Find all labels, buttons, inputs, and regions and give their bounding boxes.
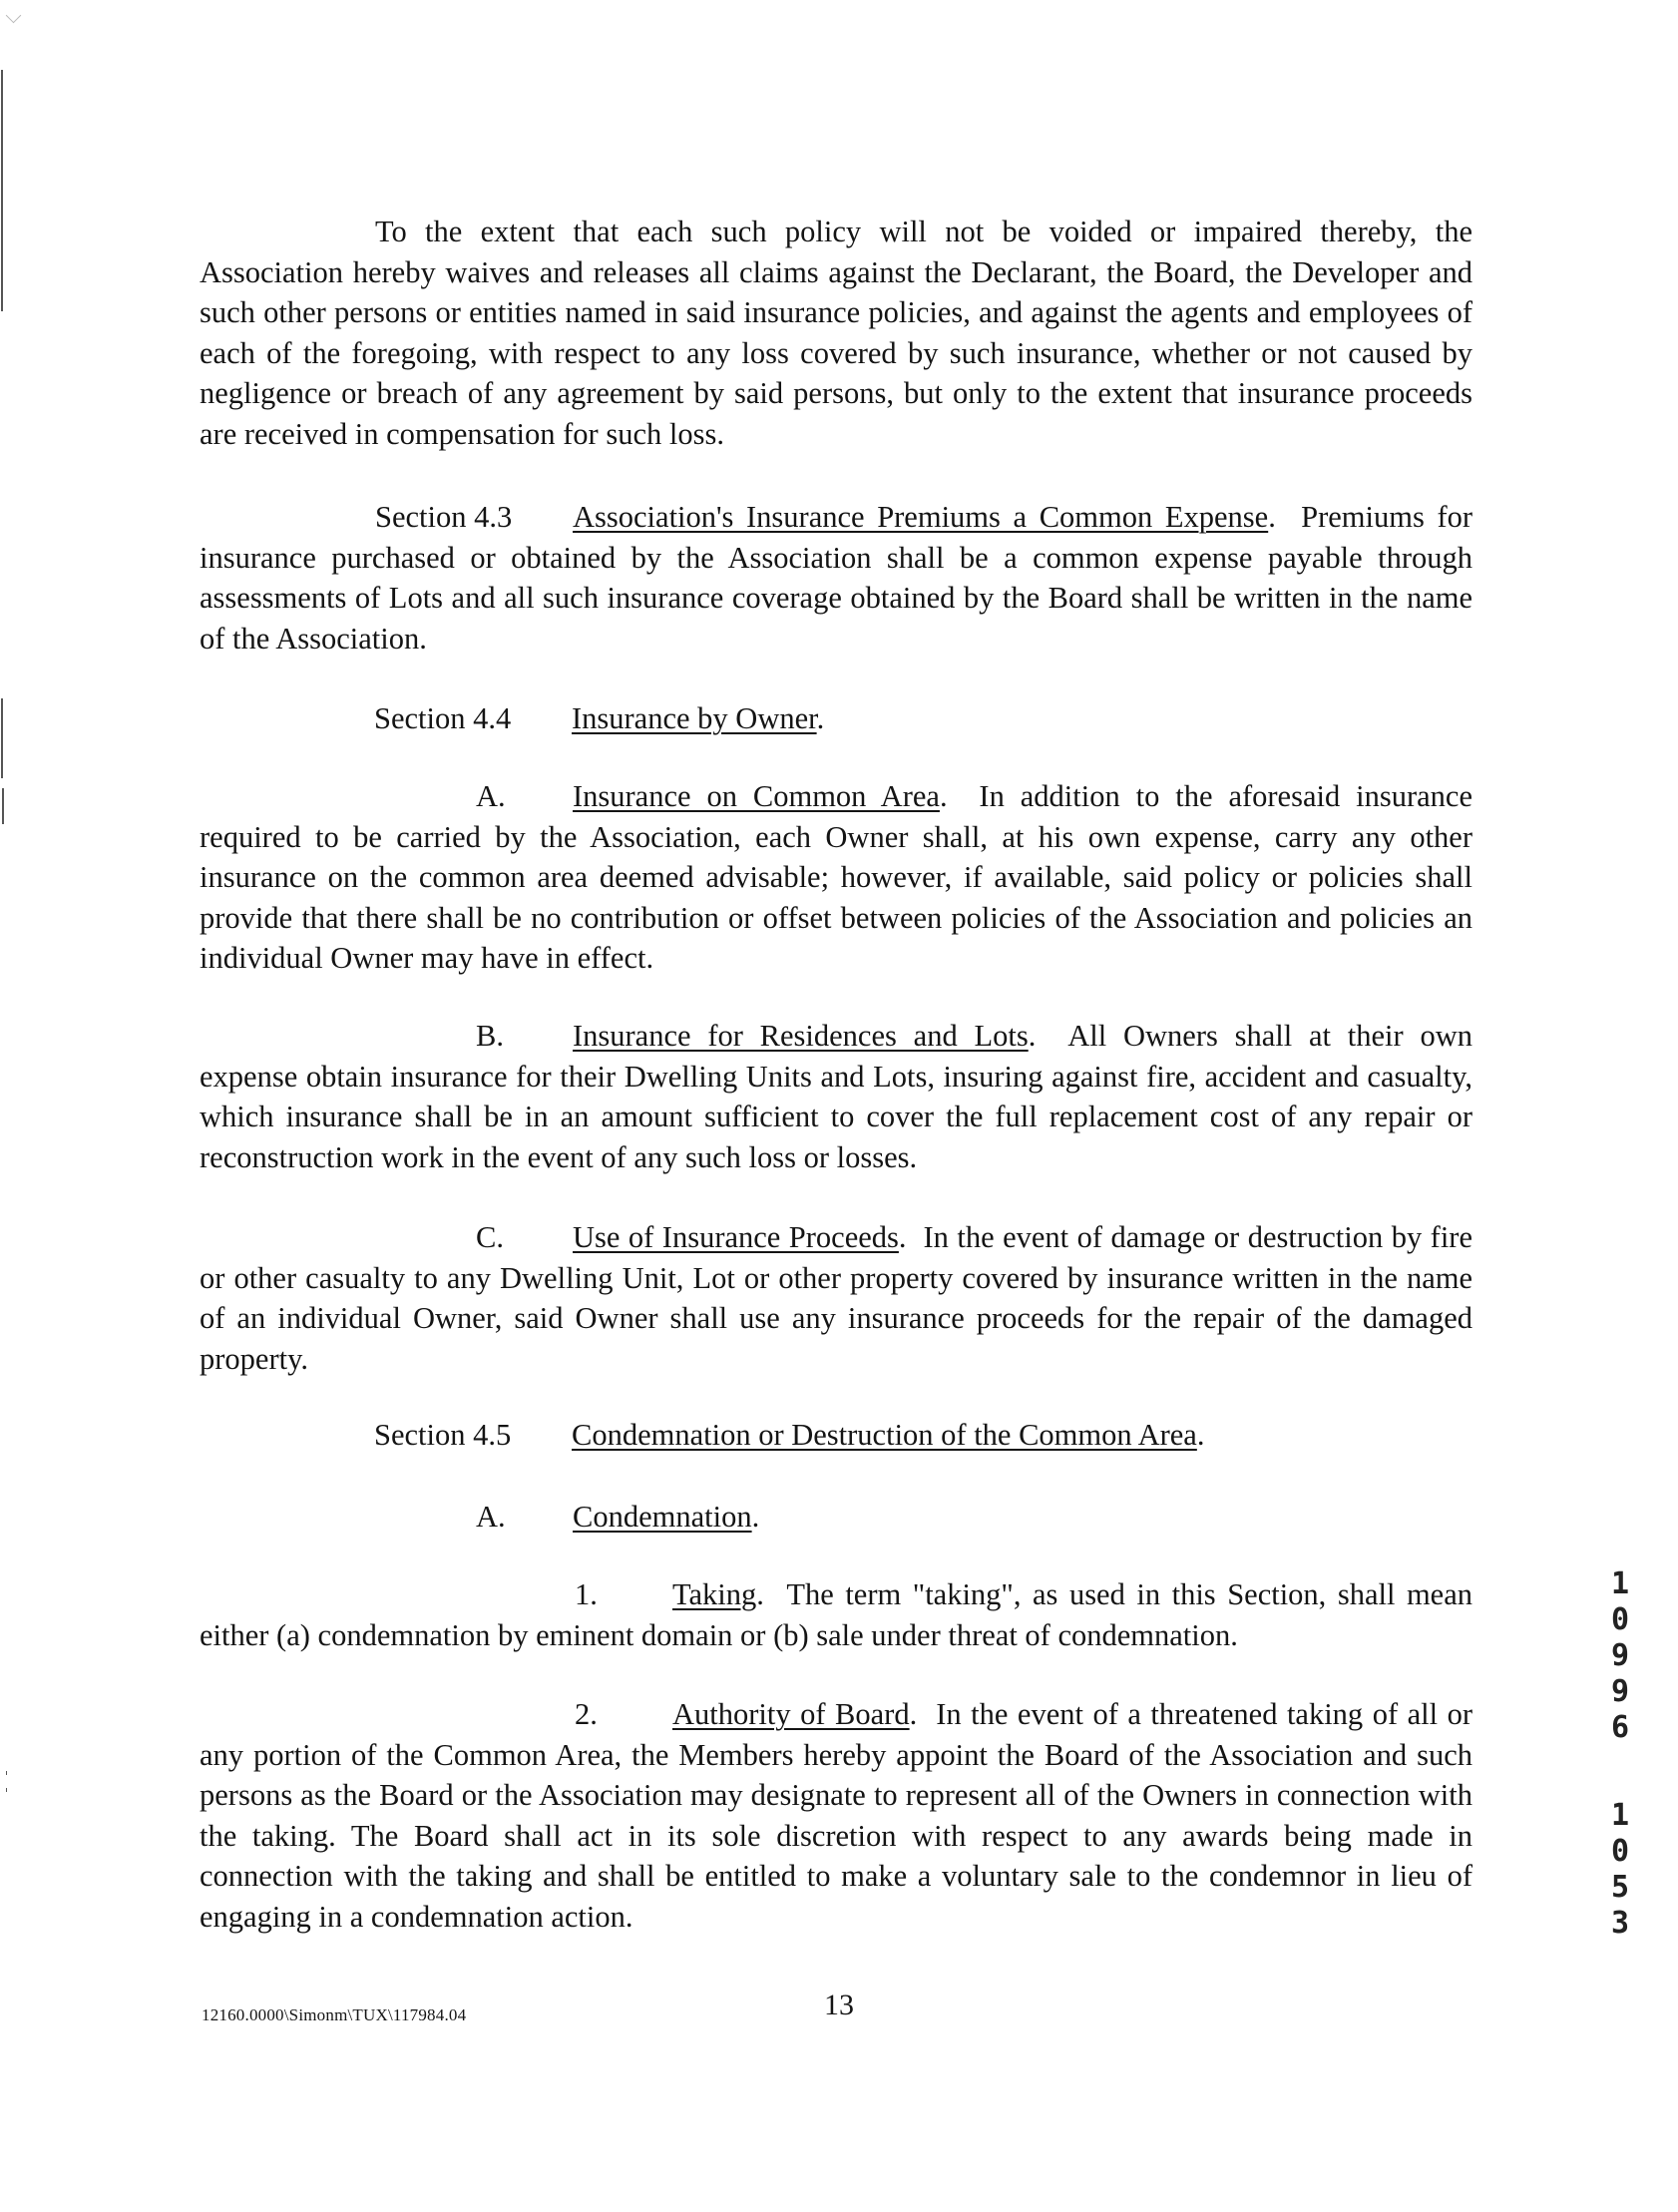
section-4-4-a-label: A.	[476, 779, 506, 813]
stamp-digit: 5	[1610, 1870, 1630, 1905]
section-4-3-title: Association's Insurance Premiums a Common Expense	[573, 500, 1269, 534]
section-4-4-b-text: All Owners shall at their own expense obtain insurance for their Dwelling Units and Lots, insuring against fire, accident and casualty, which insurance shall be in an amount sufficient to cover the full replacement cost of any repair or reconstruction work in the event of any such loss or losses.	[200, 1019, 1472, 1174]
section-4-5-a-2-title: Authority of Board	[672, 1697, 910, 1731]
section-4-5-a-1-label: 1.	[575, 1577, 598, 1611]
section-4-5-a-1-title: Taking	[672, 1577, 757, 1611]
scan-margin-mark	[6, 1788, 7, 1792]
recording-stamp-upper	[1602, 1566, 1638, 1746]
paragraph-waiver: To the extent that each such policy will not be voided or impaired thereby, the Association hereby waives and releases all claims against the Declarant, the Board, the Developer and such other persons or entities named in said insurance policies, and against the agents and employees of each of the foregoing, with respect to any loss covered by such insurance, whether or not caused by negligence or breach of any agreement by said persons, but only to the extent that insurance proceeds are received in compensation for such loss.	[200, 215, 1472, 451]
section-4-5-a-2-paragraph: 2. Authority of Board. In the event of a threatened taking of all or any portion of the Common Area, the Members hereby appoint the Board of the Association and such persons as the Board or the Association may designate to represent all of the Owners in connection with the taking. The Board shall act in its sole discretion with respect to any awards being made in connection with the taking and shall be entitled to make a voluntary sale to the condemnor in lieu of engaging in a condemnation action.	[200, 1694, 1472, 1937]
scan-margin-mark	[6, 1771, 7, 1775]
section-4-5-a-label: A.	[476, 1500, 506, 1534]
stamp-digit: 9	[1610, 1638, 1630, 1673]
scan-margin-mark	[1, 70, 3, 210]
stamp-digit: 3	[1610, 1906, 1630, 1941]
recording-stamp-lower	[1602, 1798, 1638, 1942]
section-4-4-b-paragraph: B. Insurance for Residences and Lots. All Owners shall at their own expense obtain insurance for their Dwelling Units and Lots, insuring against fire, accident and casualty, which insurance shall be in an amount sufficient to cover the full replacement cost of any repair or reconstruction work in the event of any such loss or losses.	[200, 1016, 1472, 1177]
scan-corner-mark	[6, 8, 22, 24]
section-4-3-number: Section 4.3	[375, 500, 513, 534]
section-4-4-heading: Section 4.4 Insurance by Owner.	[374, 698, 824, 738]
section-4-4-number: Section 4.4	[374, 701, 512, 735]
section-4-4-c-text: In the event of damage or destruction by fire or other casualty to any Dwelling Unit, Lot or other property covered by insurance written in the name of an individual Owner, said Owner shall use any insurance proceeds for the repair of the damaged property.	[200, 1220, 1472, 1376]
section-4-4-c-paragraph: C. Use of Insurance Proceeds. In the event of damage or destruction by fire or other casualty to any Dwelling Unit, Lot or other property covered by insurance written in the name of an individual Owner, said Owner shall use any insurance proceeds for the repair of the damaged property.	[200, 1217, 1472, 1379]
section-4-4-a-text: In addition to the aforesaid insurance required to be carried by the Association, each Owner shall, at his own expense, carry any other insurance on the common area deemed advisable; however, if available, said policy or policies shall provide that there shall be no contribution or offset between policies of the Association and policies an individual Owner may have in effect.	[200, 779, 1472, 975]
section-4-3-paragraph: Section 4.3 Association's Insurance Premiums a Common Expense. Premiums for insurance purchased or obtained by the Association shall be a common expense payable through assessments of Lots and all such insurance coverage obtained by the Board shall be written in the name of the Association.	[200, 497, 1472, 659]
stamp-digit: 0	[1610, 1602, 1630, 1637]
section-4-5-number: Section 4.5	[374, 1418, 512, 1452]
section-4-5-a-1-paragraph: 1. Taking. The term "taking", as used in this Section, shall mean either (a) condemnation by eminent domain or (b) sale under threat of condemnation.	[200, 1574, 1472, 1655]
section-4-4-a-title: Insurance on Common Area	[573, 779, 940, 813]
scan-margin-mark	[1, 698, 3, 778]
stamp-digit: 1	[1610, 1798, 1630, 1833]
section-4-4-a-paragraph: A. Insurance on Common Area. In addition to the aforesaid insurance required to be carried by the Association, each Owner shall, at his own expense, carry any other insurance on the common area deemed advisable; however, if available, said policy or policies shall provide that there shall be no contribution or offset between policies of the Association and policies an individual Owner may have in effect.	[200, 776, 1472, 979]
stamp-digit: 0	[1610, 1834, 1630, 1869]
page-number: 13	[824, 1989, 854, 2021]
section-4-5-a-heading: A. Condemnation.	[476, 1497, 759, 1537]
stamp-digit: 6	[1610, 1710, 1630, 1745]
stamp-digit: 1	[1610, 1566, 1630, 1601]
section-4-4-b-label: B.	[476, 1019, 504, 1053]
section-4-3-text: Premiums for insurance purchased or obtained by the Association shall be a common expense payable through assessments of Lots and all such insurance coverage obtained by the Board shall be written in the name of the Association.	[200, 500, 1473, 656]
scan-margin-mark	[2, 788, 4, 824]
section-4-5-a-1-text: The term "taking", as used in this Section, shall mean either (a) condemnation by eminent domain or (b) sale under threat of condemnation.	[200, 1577, 1472, 1652]
section-4-5-a-2-text: In the event of a threatened taking of all or any portion of the Common Area, the Members hereby appoint the Board of the Association and such persons as the Board or the Association may designate to represent all of the Owners in connection with the taking. The Board shall act in its sole discretion with respect to any awards being made in connection with the taking and shall be entitled to make a voluntary sale to the condemnor in lieu of engaging in a condemnation action.	[200, 1697, 1473, 1934]
section-4-4-title: Insurance by Owner	[572, 701, 817, 735]
footer-file-reference: 12160.0000\Simonm\TUX\117984.04	[202, 2005, 467, 2024]
section-4-4-b-title: Insurance for Residences and Lots	[573, 1019, 1029, 1053]
section-4-4-c-label: C.	[476, 1220, 504, 1254]
scan-margin-mark	[1, 202, 3, 311]
section-4-5-a-2-label: 2.	[575, 1697, 598, 1731]
section-4-4-c-title: Use of Insurance Proceeds	[573, 1220, 899, 1254]
stamp-digit: 9	[1610, 1674, 1630, 1709]
section-4-5-heading: Section 4.5 Condemnation or Destruction of the Common Area.	[374, 1415, 1204, 1455]
section-4-5-a-title: Condemnation	[573, 1500, 752, 1534]
section-4-5-title: Condemnation or Destruction of the Common Area	[572, 1418, 1197, 1452]
